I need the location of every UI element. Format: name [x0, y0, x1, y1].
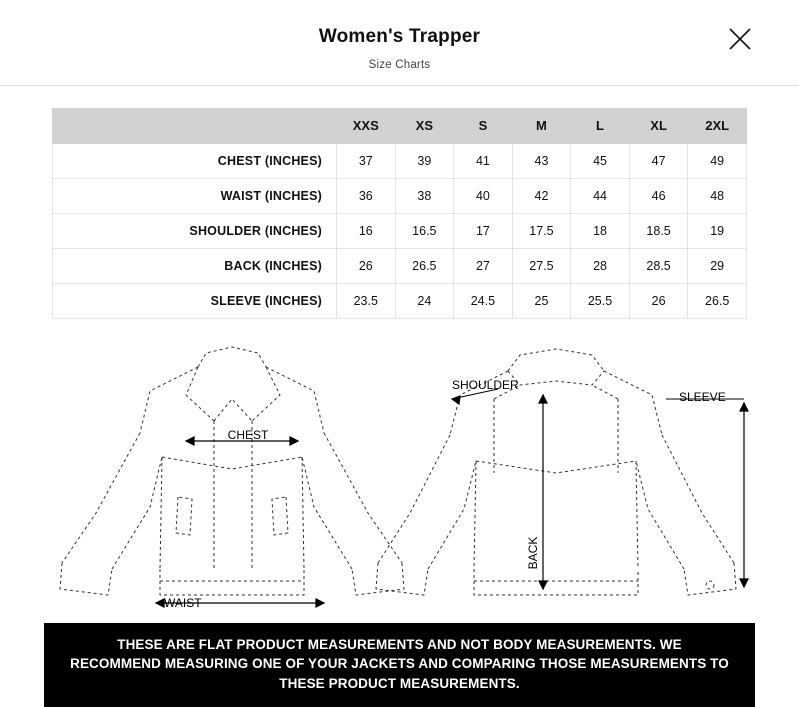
- column-header-xs: XS: [395, 108, 454, 143]
- cell-sleeve-m: 25: [512, 283, 571, 318]
- measurement-diagram: [0, 337, 799, 617]
- page-title: Women's Trapper: [318, 26, 481, 47]
- cell-chest-xl: 47: [629, 143, 688, 178]
- cell-back-xxs: 26: [337, 248, 396, 283]
- cell-sleeve-xl: 26: [629, 283, 688, 318]
- table-body: [53, 143, 747, 318]
- cell-sleeve-s: 24.5: [454, 283, 513, 318]
- table-corner-cell: [53, 108, 337, 143]
- cell-back-m: 27.5: [512, 248, 571, 283]
- row-label-sleeve: SLEEVE (INCHES): [53, 283, 337, 318]
- table-row: [53, 143, 747, 178]
- cell-shoulder-m: 17.5: [512, 213, 571, 248]
- table-row: [53, 178, 747, 213]
- column-header-xxs: XXS: [337, 108, 396, 143]
- cell-waist-s: 40: [454, 178, 513, 213]
- size-chart-table: [52, 108, 747, 319]
- cell-back-xl: 28.5: [629, 248, 688, 283]
- cell-sleeve-2xl: 26.5: [688, 283, 747, 318]
- label-shoulder: SHOULDER: [452, 377, 519, 392]
- sleeve-measure-arrow: [666, 399, 748, 587]
- cell-waist-m: 42: [512, 178, 571, 213]
- row-label-chest: CHEST (INCHES): [53, 143, 337, 178]
- modal-subtitle: Size Charts: [368, 58, 431, 71]
- column-header-2xl: 2XL: [688, 108, 747, 143]
- cell-sleeve-l: 25.5: [571, 283, 630, 318]
- label-waist: WAIST: [164, 595, 202, 610]
- cell-waist-xxs: 36: [337, 178, 396, 213]
- cell-shoulder-xs: 16.5: [395, 213, 454, 248]
- cell-sleeve-xxs: 23.5: [337, 283, 396, 318]
- table-row: [53, 248, 747, 283]
- cell-chest-m: 43: [512, 143, 571, 178]
- cell-shoulder-xxs: 16: [337, 213, 396, 248]
- close-icon[interactable]: [727, 26, 753, 52]
- cell-chest-xxs: 37: [337, 143, 396, 178]
- cell-chest-2xl: 49: [688, 143, 747, 178]
- row-label-shoulder: SHOULDER (INCHES): [53, 213, 337, 248]
- size-chart-table-wrapper: [0, 86, 799, 319]
- cell-back-xs: 26.5: [395, 248, 454, 283]
- table-row: [53, 283, 747, 318]
- cell-back-s: 27: [454, 248, 513, 283]
- measurement-disclaimer: THESE ARE FLAT PRODUCT MEASUREMENTS AND NOT BODY MEASUREMENTS. WE RECOMMEND MEASURING ONE OF YOUR JACKETS AND COMPARING THOSE MEASUREMENTS TO THESE PRODUCT MEASUREMENTS.: [44, 623, 755, 707]
- cell-shoulder-xl: 18.5: [629, 213, 688, 248]
- column-header-s: S: [454, 108, 513, 143]
- column-header-xl: XL: [629, 108, 688, 143]
- cell-sleeve-xs: 24: [395, 283, 454, 318]
- back-jacket-illustration: [376, 349, 736, 595]
- cell-shoulder-s: 17: [454, 213, 513, 248]
- cell-back-2xl: 29: [688, 248, 747, 283]
- column-header-l: L: [571, 108, 630, 143]
- table-header: [53, 108, 747, 143]
- cell-shoulder-l: 18: [571, 213, 630, 248]
- cell-shoulder-2xl: 19: [688, 213, 747, 248]
- cell-chest-s: 41: [454, 143, 513, 178]
- table-header-row: [53, 108, 747, 143]
- label-chest: CHEST: [227, 427, 269, 442]
- cell-waist-xl: 46: [629, 178, 688, 213]
- cell-waist-2xl: 48: [688, 178, 747, 213]
- front-jacket-illustration: [60, 347, 404, 595]
- table-row: [53, 213, 747, 248]
- label-sleeve: SLEEVE: [679, 389, 726, 404]
- column-header-m: M: [512, 108, 571, 143]
- cell-back-l: 28: [571, 248, 630, 283]
- row-label-back: BACK (INCHES): [53, 248, 337, 283]
- cell-waist-l: 44: [571, 178, 630, 213]
- label-back: BACK: [526, 536, 540, 570]
- modal-header: [0, 0, 799, 86]
- row-label-waist: WAIST (INCHES): [53, 178, 337, 213]
- cell-chest-xs: 39: [395, 143, 454, 178]
- cell-chest-l: 45: [571, 143, 630, 178]
- cell-waist-xs: 38: [395, 178, 454, 213]
